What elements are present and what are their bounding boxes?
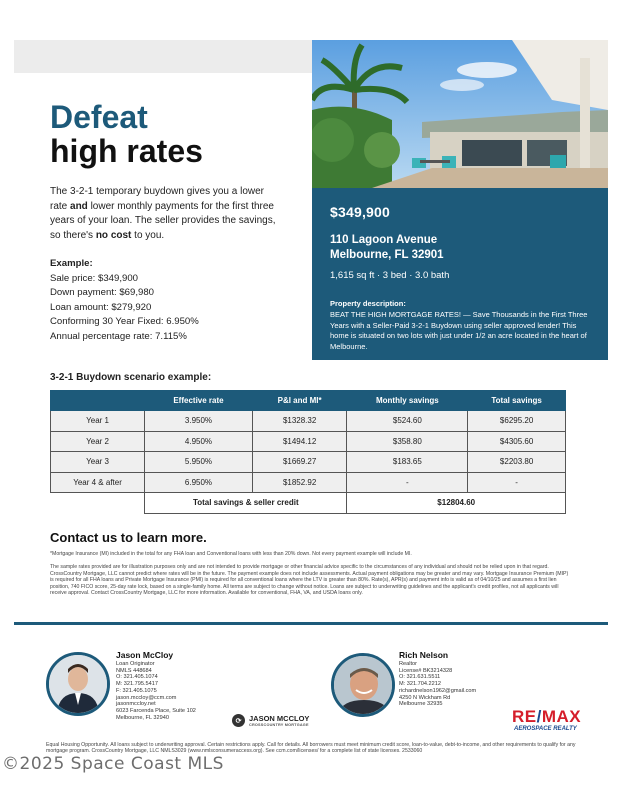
agent-detail: License# BK3214328 xyxy=(399,667,453,674)
table-header: P&I and MI* xyxy=(252,391,347,411)
table-row xyxy=(51,431,566,452)
table-header xyxy=(51,391,145,411)
agent-detail: 4250 N Wickham Rd xyxy=(399,694,451,701)
section-divider xyxy=(14,622,608,625)
agent-detail: Realtor xyxy=(399,661,418,667)
loan-officer-info xyxy=(116,650,196,721)
listing-price: $349,900 xyxy=(330,204,390,220)
table-row xyxy=(51,472,566,493)
agent-detail: M: 321.704.2212 xyxy=(399,681,441,688)
table-header: Total savings xyxy=(468,391,566,411)
crosscountry-logo xyxy=(232,714,309,727)
listing-address-line1: 110 Lagoon Avenue xyxy=(330,234,438,246)
header-band xyxy=(14,40,312,73)
table-cell: 3.950% xyxy=(145,411,253,432)
table-cell: Year 2 xyxy=(51,431,145,452)
example-line: Loan amount: $279,920 xyxy=(50,301,152,313)
table-header-row xyxy=(51,391,566,411)
listing-stats: 1,615 sq ft · 3 bed · 3.0 bath xyxy=(330,270,450,281)
cc-logo-name: JASON MCCLOY xyxy=(249,713,310,723)
table-cell: $1494.12 xyxy=(252,431,347,452)
intro-bold-and: and xyxy=(70,200,88,212)
scenario-title: 3-2-1 Buydown scenario example: xyxy=(50,372,212,383)
table-cell: - xyxy=(468,472,566,493)
property-photo-image xyxy=(312,40,608,188)
remax-slash: / xyxy=(536,707,542,726)
agent-detail: F: 321.405.1075 xyxy=(116,687,157,694)
table-cell: Year 4 & after xyxy=(51,472,145,493)
agent-detail: Loan Originator xyxy=(116,661,155,667)
table-cell: Year 1 xyxy=(51,411,145,432)
total-value: $12804.60 xyxy=(347,493,566,514)
agent-website: jasonmccloy.net xyxy=(116,701,156,708)
table-row xyxy=(51,452,566,473)
realtor-info xyxy=(399,650,476,708)
agent-detail: Melbourne 32935 xyxy=(399,701,443,708)
realtor-photo xyxy=(334,656,392,714)
table-cell: $1328.32 xyxy=(252,411,347,432)
example-line: Down payment: $69,980 xyxy=(50,287,154,298)
agent-detail: M: 321.795.5417 xyxy=(116,681,158,688)
table-cell: $2203.80 xyxy=(468,452,566,473)
agent-detail: NMLS 448684 xyxy=(116,667,152,674)
table-cell: 4.950% xyxy=(145,431,253,452)
intro-paragraph xyxy=(50,185,280,243)
table-row xyxy=(51,411,566,432)
intro-bold-no-cost: no cost xyxy=(95,229,132,241)
agent-detail: Melbourne, FL 32940 xyxy=(116,714,169,721)
disclaimer-text: The sample rates provided are for illustration purposes only and are not intended to provide mortgage or other financial advice specific to the circumstances of any individual and should not be relied upon in that regard. CrossCountry Mortgage, LLC cannot predict where rates will be in the future. The payment example does not include assessments. Actual payment obligations may be greater and may vary. Mortgage Insurance Premium (MIP) is required for all FHA loans and Private Mortgage Insurance (PMI) is required for all conventional loans where the LTV is greater than 80%. Rate(s), APR(s) and payment info is valid as of 04/10/25 and assumes a first lien position, 740 FICO score, 25-day rate lock, based on a single-family home. All terms are subject to change without notice. Loans are subject to underwriting guidelines and the applicant's credit profiles, not all applicants will receive approval. Contact CrossCountry Mortgage, LLC for more information. Available for conventional, FHA, VA, and USDA loans only. xyxy=(50,564,569,597)
page-title xyxy=(50,100,203,168)
remax-subtitle: AEROSPACE REALTY xyxy=(514,726,577,732)
table-cell: $4305.60 xyxy=(468,431,566,452)
description-label: Property description: xyxy=(330,299,406,308)
contact-title: Contact us to learn more. xyxy=(50,530,207,545)
listing-address-line2: Melbourne, FL 32901 xyxy=(330,249,444,261)
total-label: Total savings & seller credit xyxy=(145,493,347,514)
table-cell: $183.65 xyxy=(347,452,468,473)
agent-detail: O: 321.405.1074 xyxy=(116,674,158,681)
agent-detail: O: 321.631.5511 xyxy=(399,674,441,681)
loan-officer-name: Jason McCloy xyxy=(116,650,174,660)
remax-logo xyxy=(512,708,581,732)
table-cell: $6295.20 xyxy=(468,411,566,432)
loan-officer-avatar xyxy=(46,652,110,716)
headline-line1: Defeat xyxy=(50,99,148,135)
crosscountry-mark-icon: ⟳ xyxy=(232,714,245,727)
headline-line2: high rates xyxy=(50,133,203,169)
table-cell: Year 3 xyxy=(51,452,145,473)
agent-email: richardnelson1962@gmail.com xyxy=(399,687,477,694)
table-cell: 6.950% xyxy=(145,472,253,493)
table-cell: $358.80 xyxy=(347,431,468,452)
table-cell: - xyxy=(347,472,468,493)
intro-text-2: lower monthly payments for the first three years of your loan. The seller provides the savings, so there's xyxy=(50,200,276,241)
example-title: Example: xyxy=(50,258,93,269)
table-blank-cell xyxy=(51,493,145,514)
table-header: Monthly savings xyxy=(347,391,468,411)
remax-max: MAX xyxy=(541,707,582,726)
example-line: Annual percentage rate: 7.115% xyxy=(50,330,187,342)
legal-footer: Equal Housing Opportunity. All loans subject to underwriting approval. Certain restrictions apply. Call for details. All borrowers must meet minimum credit score, loan-to-value, debt-to-income, and other requirements to qualify for any mortgage program. CrossCountry Mortgage, LLC NMLS3029 (www.nmlsconsumeraccess.org). See ccm.com/licenses/ for a complete list of state licenses. 2533060 xyxy=(46,742,576,755)
loan-officer-photo xyxy=(49,655,107,713)
table-cell: $1669.27 xyxy=(252,452,347,473)
remax-wordmark xyxy=(512,708,581,726)
intro-text-1: The 3-2-1 temporary buydown gives you a lower rate xyxy=(50,186,264,212)
example-block xyxy=(50,257,199,344)
table-cell: $524.60 xyxy=(347,411,468,432)
realtor-name: Rich Nelson xyxy=(399,650,449,660)
agent-detail: 6023 Farcenda Place, Suite 102 xyxy=(116,707,196,714)
table-cell: $1852.92 xyxy=(252,472,347,493)
example-line: Sale price: $349,900 xyxy=(50,272,139,284)
intro-text-3: to you. xyxy=(131,229,165,241)
table-cell: 5.950% xyxy=(145,452,253,473)
table-total-row xyxy=(51,493,566,514)
buydown-table xyxy=(50,390,566,514)
property-photo xyxy=(312,40,608,188)
cc-logo-sub: CROSSCOUNTRY MORTGAGE xyxy=(249,722,309,727)
table-header: Effective rate xyxy=(145,391,253,411)
mls-watermark: ©2025 Space Coast MLS xyxy=(2,754,224,774)
realtor-avatar xyxy=(331,653,395,717)
description-text: BEAT THE HIGH MORTGAGE RATES! — Save Thousands in the First Three Years with a Seller-Paid 3-2-1 Buydown using seller approved lender! This home is situated on two lots with just under 1/2 an acre located in the heart of Melbourne. xyxy=(330,310,588,351)
agent-email: jason.mccloy@ccm.com xyxy=(116,694,177,701)
mi-footnote: *Mortgage Insurance (MI) included in the total for any FHA loan and Conventional loans with less than 20% down. Not every payment example will include MI. xyxy=(50,551,412,557)
example-line: Conforming 30 Year Fixed: 6.950% xyxy=(50,316,199,327)
remax-re: RE xyxy=(512,707,537,726)
listing-card xyxy=(312,188,608,360)
